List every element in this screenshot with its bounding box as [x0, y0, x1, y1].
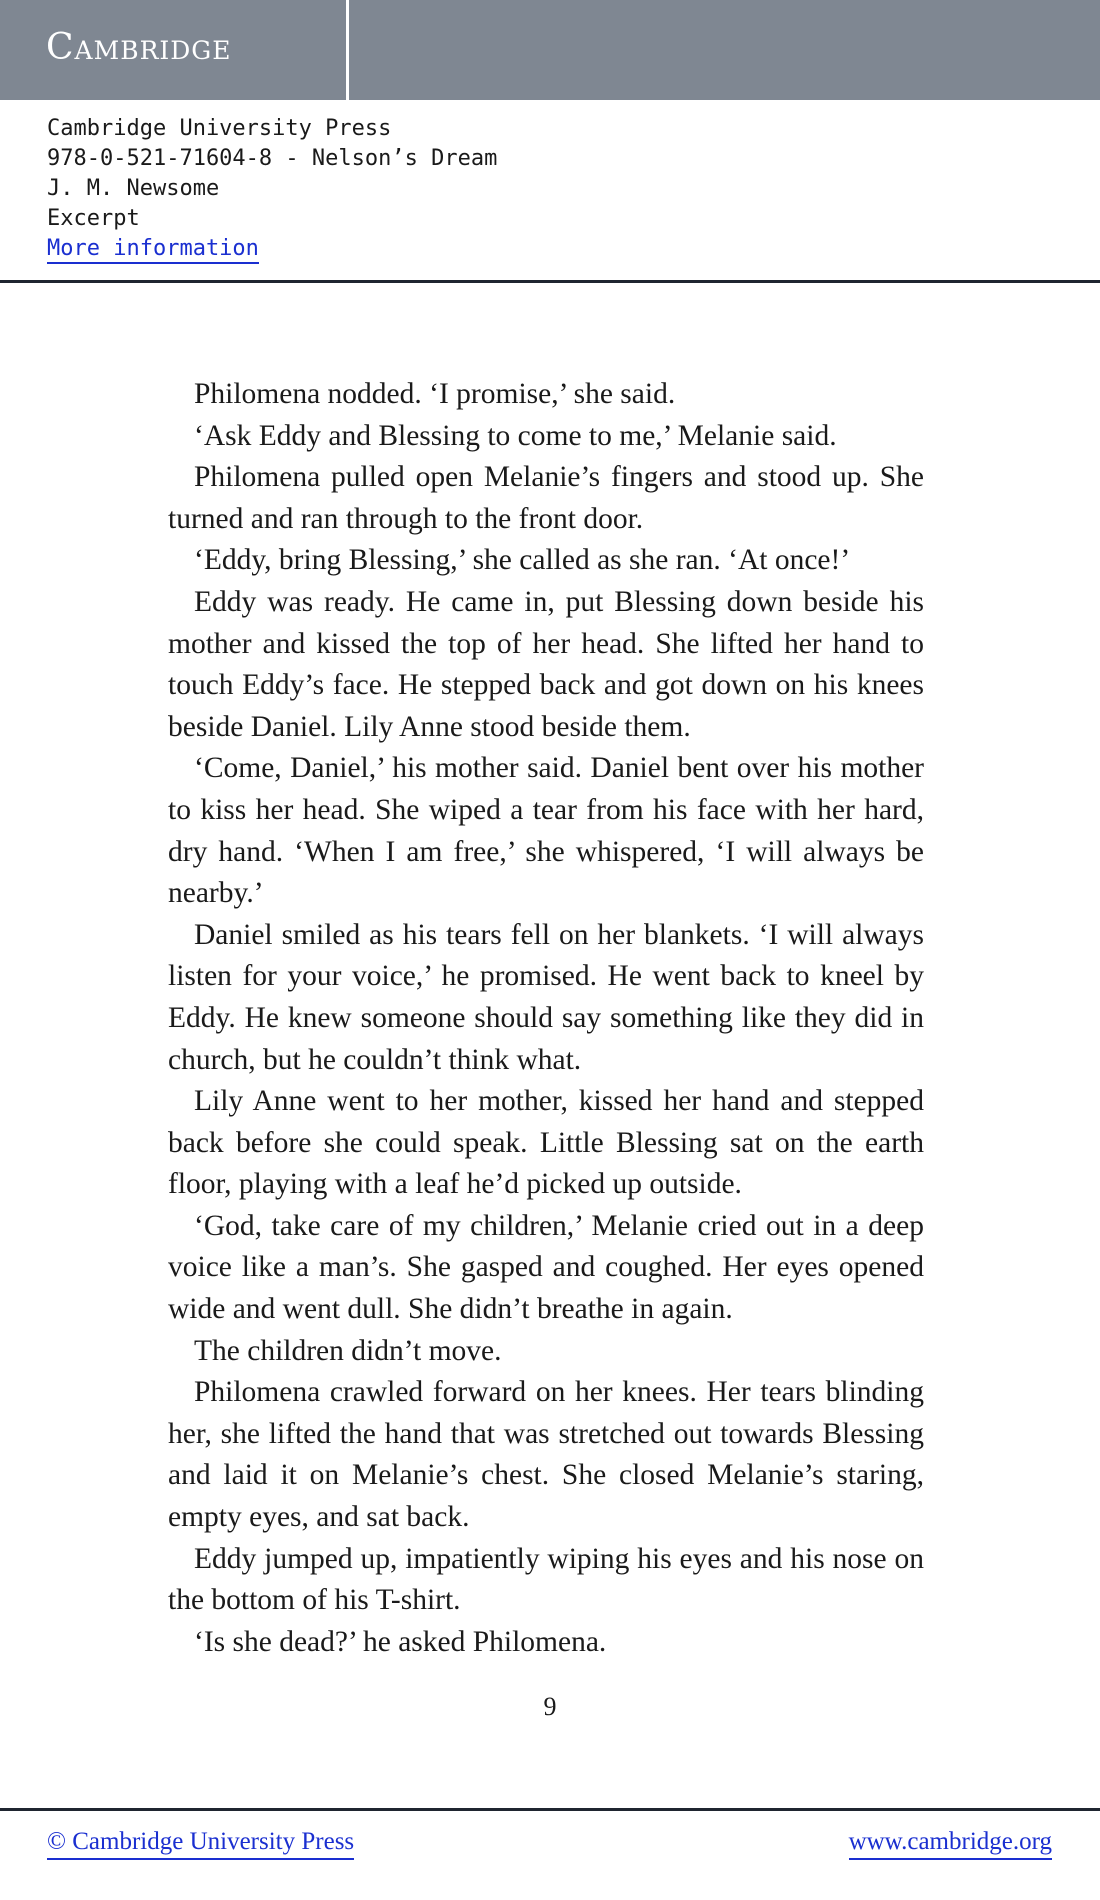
- brand-logo: Cambridge: [46, 27, 232, 68]
- publisher-name: Cambridge University Press: [47, 116, 392, 141]
- website-link[interactable]: www.cambridge.org: [849, 1826, 1052, 1860]
- footer-rule: [0, 1808, 1100, 1811]
- paragraph: ‘Is she dead?’ he asked Philomena.: [194, 1625, 607, 1658]
- paragraph: Eddy was ready. He came in, put Blessing down beside his mother and kissed the top of her head. She lifted her hand to touch Eddy’s face. He stepped back and got down on his knees beside Daniel. Lily Anne stood beside them.: [168, 585, 924, 743]
- paragraph: ‘Come, Daniel,’ his mother said. Daniel bent over his mother to kiss her head. She wiped a tear from his face with her hard, dry hand. ‘When I am free,’ she whispered, ‘I will always be nearby.’: [168, 752, 924, 910]
- isbn-title: 978-0-521-71604-8 - Nelson’s Dream: [47, 146, 498, 171]
- paragraph: ‘Ask Eddy and Blessing to come to me,’ Melanie said.: [194, 419, 837, 452]
- excerpt-text: [168, 374, 924, 1663]
- section-label: Excerpt: [47, 206, 140, 231]
- paragraph: ‘God, take care of my children,’ Melanie cried out in a deep voice like a man’s. She gasped and coughed. Her eyes opened wide and went dull. She didn’t breathe in again.: [168, 1209, 924, 1326]
- paragraph: Lily Anne went to her mother, kissed her hand and stepped back before she could speak. Little Blessing sat on the earth floor, playing with a leaf he’d picked up outside.: [168, 1085, 924, 1201]
- page-number: 9: [543, 1692, 557, 1721]
- copyright-link[interactable]: © Cambridge University Press: [47, 1826, 354, 1860]
- paragraph: Philomena pulled open Melanie’s fingers and stood up. She turned and ran through to the front door.: [168, 461, 924, 535]
- author-name: J. M. Newsome: [47, 176, 220, 201]
- header-rule: [0, 280, 1100, 283]
- banner-divider: [346, 0, 349, 100]
- paragraph: Philomena nodded. ‘I promise,’ she said.: [194, 378, 676, 410]
- paragraph: Philomena crawled forward on her knees. Her tears blinding her, she lifted the hand that was stretched out towards Blessing and laid it on Melanie’s chest. She closed Melanie’s staring, empty eyes, and sat back.: [168, 1376, 924, 1534]
- paragraph: Eddy jumped up, impatiently wiping his eyes and his nose on the bottom of his T-shirt.: [168, 1542, 924, 1617]
- more-information-link[interactable]: More information: [47, 236, 259, 264]
- book-info: [47, 114, 497, 264]
- paragraph: The children didn’t move.: [194, 1334, 502, 1367]
- paragraph: Daniel smiled as his tears fell on her blankets. ‘I will always listen for your voice,’ he promised. He went back to kneel by Eddy. He knew someone should say something like they did in church, but he couldn’t think what.: [168, 918, 924, 1076]
- header-banner: [0, 0, 1100, 100]
- paragraph: ‘Eddy, bring Blessing,’ she called as she ran. ‘At once!’: [194, 544, 851, 577]
